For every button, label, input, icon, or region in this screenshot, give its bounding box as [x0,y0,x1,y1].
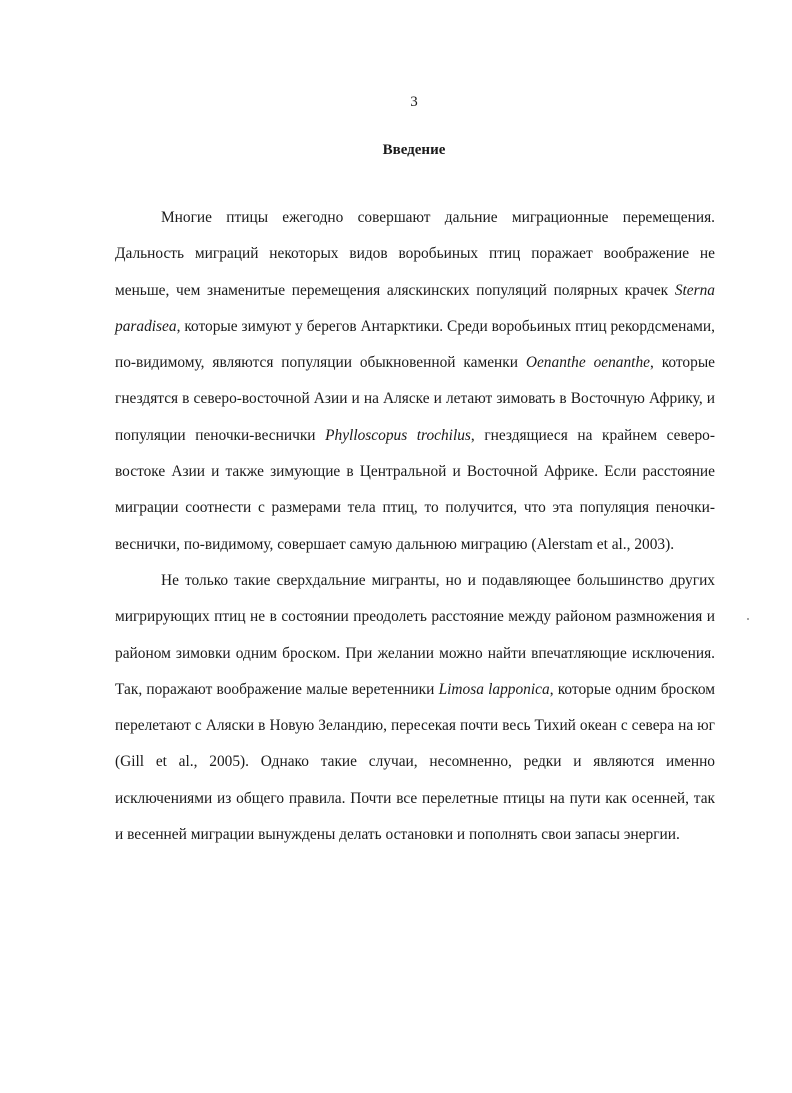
text-run: , которые зимуют у берегов Антарктики. Среди воробьиных птиц рекордсменами, по-видимому, являются популяции обыкновенной каменки [115,317,715,372]
text-run: , гнездящиеся на крайнем северо-востоке Азии и также зимующие в Центральной и Восточной Африке. Если расстояние миграции соотнести с размерами тела птиц, то получится, что эта популяция пеночки-веснички, по-видимому, совершает самую дальнюю миграцию (Alerstam et al., 2003). [115,426,716,553]
text-run: Не только такие сверхдальние мигранты, но и подавляющее большинство других мигрирующих птиц не в состоянии преодолеть расстояние между районом размножения и районом зимовки одним броском. При желании можно найти впечатляющие исключения. Так, поражают воображение малые веретенники [115,571,715,698]
species-name: Sterna paradisea [115,281,715,335]
scan-speck [747,618,749,620]
species-name: Phylloscopus trochilus [325,426,471,444]
species-name: Limosa lapponica [438,680,550,698]
paragraph-1 [115,200,715,563]
text-run: , которые гнездятся в северо-восточной Азии и на Аляске и летают зимовать в Восточную Африку, и популяции пеночки-веснички [115,354,715,444]
body-text [115,200,715,853]
text-run: , которые одним броском перелетают с Аляски в Новую Зеландию, пересекая почти весь Тихий океан с севера на юг (Gill et al., 2005). Однако такие случаи, несомненно, редки и являются именно исключениями из общего правила. Почти все перелетные птицы на пути как осенней, так и весенней миграции вынуждены делать остановки и пополнять свои запасы энергии. [115,680,715,844]
paragraph-2 [115,563,715,853]
section-title: Введение [382,142,446,158]
species-name: Oenanthe oenanthe [525,354,650,372]
text-run: Многие птицы ежегодно совершают дальние миграционные перемещения. Дальность миграций некоторых видов воробьиных птиц поражает воображение не меньше, чем знаменитые перемещения аляскинских популяций полярных крачек [115,209,715,299]
page-number: 3 [410,94,418,110]
